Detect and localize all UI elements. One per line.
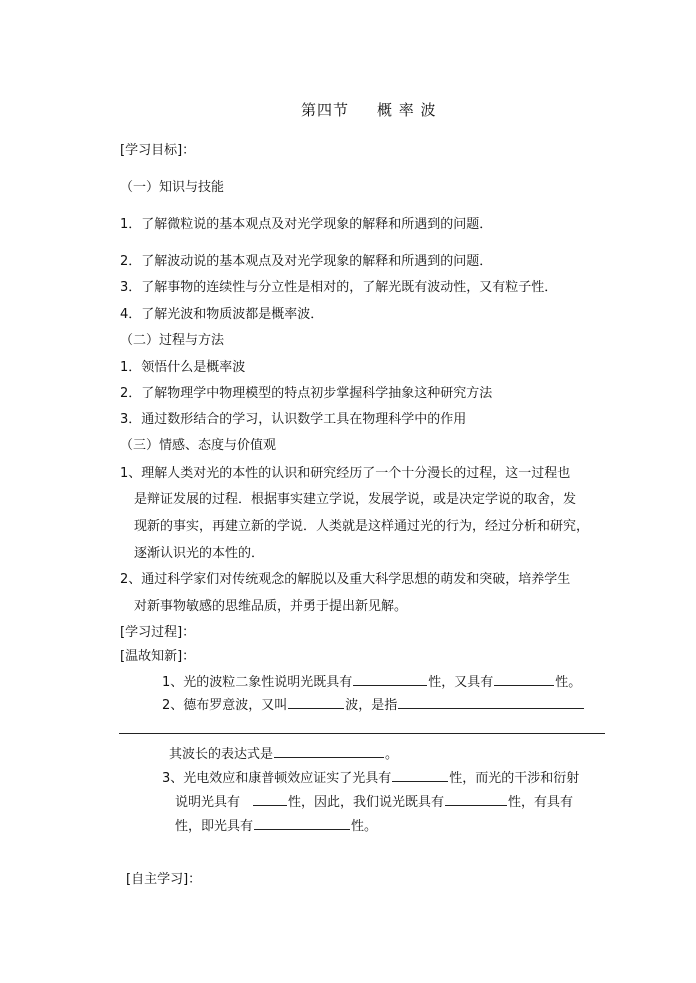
objective-paragraph-line: 逐渐认识光的本性的． (134, 546, 265, 561)
answer-blank[interactable] (494, 672, 554, 686)
section-topic: 概 率 波 (377, 101, 437, 119)
objective-item: 1．了解微粒说的基本观点及对光学现象的解释和所遇到的问题． (120, 217, 493, 232)
section-values-heading: （三）情感、态度与价值观 (120, 438, 277, 453)
answer-blank[interactable] (392, 768, 448, 782)
answer-blank[interactable] (398, 695, 584, 709)
question-3-line-1: 3、光电效应和康普顿效应证实了光具有 性，而光的干涉和衍射 (162, 768, 579, 788)
objective-paragraph-line: 1、理解人类对光的本性的认识和研究经历了一个十分漫长的过程，这一过程也 (120, 466, 571, 481)
objective-paragraph-line: 对新事物敏感的思维品质，并勇于提出新见解。 (134, 599, 408, 614)
section-number: 第四节 (301, 101, 350, 119)
answer-blank[interactable] (445, 792, 507, 806)
section-knowledge-heading: （一）知识与技能 (120, 180, 225, 195)
objective-paragraph-line: 是辩证发展的过程．根据事实建立学说，发展学说，或是决定学说的取舍，发 (134, 492, 577, 507)
question-1: 1、光的波粒二象性说明光既具有 性，又具有 性。 (162, 672, 581, 692)
self-study-heading: [自主学习]： (126, 872, 202, 887)
process-heading: [学习过程]： (120, 625, 196, 640)
page-title (301, 101, 437, 119)
question-3-line-3: 性，即光具有 性。 (175, 816, 377, 836)
objectives-heading: [学习目标]： (120, 143, 196, 158)
question-2-continued: 其波长的表达式是 。 (169, 744, 398, 764)
answer-blank[interactable] (254, 816, 350, 830)
objective-item: 3．了解事物的连续性与分立性是相对的，了解光既有波动性，又有粒子性． (120, 280, 558, 295)
objective-item: 4．了解光波和物质波都是概率波． (120, 307, 324, 322)
review-heading: [温故知新]： (120, 649, 196, 664)
objective-item: 2．了解物理学中物理模型的特点初步掌握科学抽象这种研究方法 (120, 386, 493, 401)
question-2: 2、德布罗意波，又叫 波，是指 (162, 695, 585, 715)
objective-paragraph-line: 现新的事实，再建立新的学说．人类就是这样通过光的行为，经过分析和研究， (134, 519, 590, 534)
objective-item: 2．了解波动说的基本观点及对光学现象的解释和所遇到的问题． (120, 254, 493, 269)
objective-paragraph-line: 2、通过科学家们对传统观念的解脱以及重大科学思想的萌发和突破，培养学生 (120, 572, 571, 587)
answer-blank-line[interactable] (119, 733, 605, 734)
answer-blank[interactable] (253, 792, 287, 806)
question-3-line-2: 说明光具有 性，因此，我们说光既具有 性，有具有 (175, 792, 573, 812)
answer-blank[interactable] (353, 672, 427, 686)
objective-item: 3．通过数形结合的学习，认识数学工具在物理科学中的作用 (120, 412, 467, 427)
answer-blank[interactable] (288, 695, 344, 709)
answer-blank[interactable] (274, 744, 384, 758)
objective-item: 1．领悟什么是概率波 (120, 360, 246, 375)
section-process-heading: （二）过程与方法 (120, 333, 225, 348)
